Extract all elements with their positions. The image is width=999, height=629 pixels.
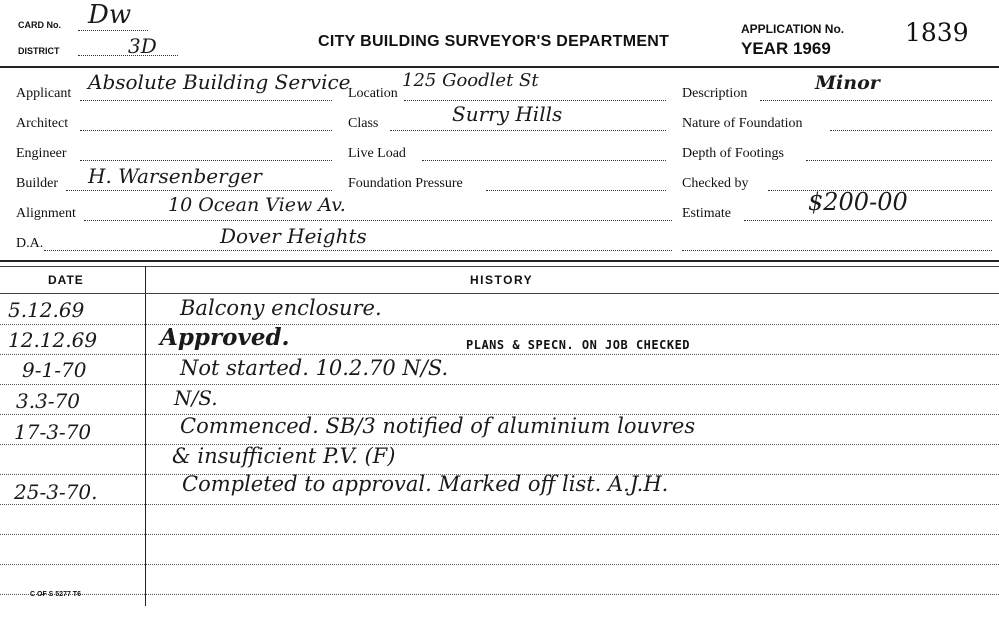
alignment-label: Alignment: [16, 206, 76, 221]
architect-label: Architect: [16, 116, 69, 131]
row-line: [0, 324, 999, 325]
row-line: [0, 534, 999, 535]
foundation-pressure-line: [486, 190, 666, 191]
row-line: [0, 594, 999, 595]
header-divider: [0, 66, 999, 68]
card-no-label: CARD No.: [18, 20, 61, 30]
table-row-date: 5.12.69: [8, 298, 85, 322]
table-row-date: 17-3-70: [14, 420, 92, 444]
table-row-date: 12.12.69: [8, 328, 98, 352]
location-line: [404, 100, 666, 101]
date-header: DATE: [48, 273, 84, 287]
alignment-value: 10 Ocean View Av.: [168, 194, 346, 216]
plans-checked-stamp: PLANS & SPECN. ON JOB CHECKED: [466, 338, 691, 352]
department-title: CITY BUILDING SURVEYOR'S DEPARTMENT: [318, 33, 670, 50]
estimate-label: Estimate: [682, 206, 731, 221]
applicant-line: [80, 100, 332, 101]
table-row-history: & insufficient P.V. (F): [172, 444, 396, 468]
class-line: [390, 130, 666, 131]
location-value: 125 Goodlet St: [402, 70, 539, 91]
engineer-line: [80, 160, 332, 161]
estimate-value: $200-00: [808, 188, 908, 216]
extra-line: [682, 250, 992, 251]
live-load-line: [422, 160, 666, 161]
card-no-line: [78, 30, 148, 31]
builder-label: Builder: [16, 176, 58, 191]
da-label: D.A.: [16, 236, 44, 251]
application-number: 1839: [905, 18, 969, 47]
date-column-divider: [145, 266, 146, 606]
row-line: [0, 504, 999, 505]
alignment-line: [84, 220, 672, 221]
foundation-pressure-label: Foundation Pressure: [348, 176, 463, 191]
application-label: APPLICATION No.: [741, 22, 845, 36]
row-line: [0, 444, 999, 445]
live-load-label: Live Load: [348, 146, 406, 161]
location-label: Location: [348, 86, 398, 101]
table-row-history: N/S.: [174, 386, 218, 410]
row-line: [0, 354, 999, 355]
table-row-date: 3.3-70: [16, 389, 81, 413]
applicant-label: Applicant: [16, 86, 72, 101]
table-row-date: 25-3-70.: [14, 480, 98, 504]
checked-by-label: Checked by: [682, 176, 749, 191]
table-row-history: Balcony enclosure.: [180, 296, 382, 320]
table-row-history: Approved.: [160, 324, 290, 351]
district-label: DISTRICT: [18, 46, 60, 56]
architect-line: [80, 130, 332, 131]
header-bottom-line: [0, 293, 999, 294]
description-line: [760, 100, 992, 101]
table-top-border-inner: [0, 266, 999, 267]
row-line: [0, 564, 999, 565]
applicant-value: Absolute Building Service: [88, 70, 351, 94]
year-label: YEAR 1969: [741, 39, 831, 58]
estimate-line: [744, 220, 992, 221]
district-value: 3D: [128, 34, 157, 58]
table-top-border: [0, 260, 999, 262]
description-label: Description: [682, 86, 748, 101]
engineer-label: Engineer: [16, 146, 67, 161]
table-row-history: Completed to approval. Marked off list. A.J.H.: [182, 472, 669, 496]
builder-value: H. Warsenberger: [88, 164, 262, 188]
nature-of-foundation-label: Nature of Foundation: [682, 116, 803, 131]
table-row-history: Commenced. SB/3 notified of aluminium louvres: [180, 414, 696, 438]
card-no-value: Dw: [88, 0, 132, 30]
da-line: [44, 250, 672, 251]
da-value: Dover Heights: [220, 224, 367, 248]
history-header: HISTORY: [470, 273, 534, 287]
builder-line: [66, 190, 332, 191]
class-label: Class: [348, 116, 379, 131]
description-value: Minor: [815, 72, 880, 94]
class-value: Surry Hills: [452, 102, 563, 126]
table-row-date: 9-1-70: [22, 358, 87, 382]
form-code: C OF S 5277 T6: [30, 591, 81, 598]
depth-of-footings-label: Depth of Footings: [682, 146, 784, 161]
nature-of-foundation-line: [830, 130, 992, 131]
depth-of-footings-line: [806, 160, 992, 161]
table-row-history: Not started. 10.2.70 N/S.: [180, 356, 449, 380]
row-line: [0, 384, 999, 385]
